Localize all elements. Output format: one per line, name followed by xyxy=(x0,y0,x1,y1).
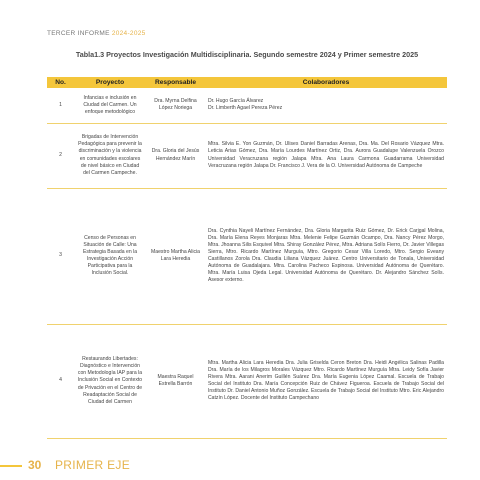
project-collaborators xyxy=(205,123,447,188)
project-responsible: Dra. Gloria del Jesús Hernández Marín xyxy=(146,123,205,188)
table-title: Tabla1.3 Proyectos Investigación Multidisciplinaria. Segundo semestre 2024 y Primer semestre 2025 xyxy=(75,50,419,59)
project-responsible: Maestra Raquel Estrella Barrón xyxy=(146,324,205,438)
table-row xyxy=(47,188,447,324)
project-name: Restaurando Libertades: Diagnóstico e Intervención con Metodología IAP para la Inclusión Social en Contexto de Privación en el Centro de Readaptación Social de Ciudad del Carmen xyxy=(74,324,146,438)
column-header-responsable: Responsable xyxy=(146,77,205,88)
project-responsible: Maestro Martha Alicia Lara Heredia xyxy=(146,188,205,324)
footer-divider xyxy=(0,465,22,467)
project-name: Brigadas de Intervención Pedagógica para prevenir la discriminación y la violencia en comunidades escolares de nivel básico en Ciudad del Carmen Campeche. xyxy=(74,123,146,188)
project-collaborators xyxy=(205,188,447,324)
row-number: 3 xyxy=(47,188,74,324)
project-collaborators xyxy=(205,88,447,123)
collaborator-line: Dr. Hugo García Álvarez xyxy=(208,98,264,105)
row-number: 4 xyxy=(47,324,74,438)
report-header xyxy=(47,30,146,37)
page-number: 30 xyxy=(28,458,42,472)
collaborator-line: Mtra. Silvia E. Yon Guzmán, Dr. Ulises Daniel Barradas Arenas, Dra. Ma. Del Rosario Vázquez Mtra. Leticia Arias Gómez, Dra. María Lourdes Martínez Ortiz, Dra. Aurora Guadalupe Valenzuela Orozco Universidad Veracruzana región Jalapa Mtra. Ana Laura Carmona Guadarrama Universidad Veracruzana región Jalapa Dr. Francisco J. Vera de la O. Universidad Autónoma de Campeche xyxy=(208,141,444,169)
row-number: 2 xyxy=(47,123,74,188)
project-collaborators xyxy=(205,324,447,438)
report-header-title: TERCER INFORME xyxy=(47,30,110,37)
project-name: Infancias e inclusión en Ciudad del Carmen. Un enfoque metodológico xyxy=(74,88,146,123)
project-name: Censo de Personas en Situación de Calle: Una Estrategia Basada en la Investigación Acción Participativa para la Inclusión Social. xyxy=(74,188,146,324)
collaborator-line: Dra. Cynthia Nayeli Martínez Fernández, Dra. Gloria Margarita Ruiz Gómez, Dr. Erick Carjgal Molina, Dra. María Elena Reyes Monjaras Mtra. Melenie Felipe Guzmán Ocampo, Dra. Nancy Pérez Morgo, Mtra. Jhoanna Silis Esquivel Mtra. Shiray González Pérez, Mtra. Adriana Solís Fierro, Dr. Javier Villegas Sierra, Mtro. Ricardo Martínez Murguía, Mtro. Gregorio Cesar Villa Loredo, Mtro. Sergio Eveany Castillanos Zorola Dra. Claudia Liliana Vázquez Juárez. Centro Universitario de Tonala, Universidad Autónoma de Guadalajara. Mtra. Carolina Pacheco Espinosa. Universidad Autónoma de Querétaro. Mtra. María Luisa Ojeda Legal. Universidad Autónoma de Querétaro. Dr. Alejandro Sánchez Solís. Asesor externo. xyxy=(208,227,444,284)
column-header-proyecto: Proyecto xyxy=(74,77,146,88)
column-header-no: No. xyxy=(47,77,74,88)
table-row xyxy=(47,123,447,188)
table-header xyxy=(47,77,447,88)
collaborator-line: Dr. Limberth Agael Pereza Pérez xyxy=(208,105,283,112)
project-responsible: Dra. Myrna Delfina López Noriega xyxy=(146,88,205,123)
table-row xyxy=(47,88,447,123)
column-header-colaboradores: Colaboradores xyxy=(205,77,447,88)
collaborator-line: Mtra. Martha Alicia Lara Heredia Dra. Julia Griselda Ceron Breton Dra. Heidi Angélica Salinas Padilla Dra. María de los Milagros Morales Vázquez Mtro. Ricardo Martínez Murguía Mtra. Leidy Sofía Javier Rivera Mtra. Aarani Anerim Guillén Suárez Dra. María Eugenia López Caamal. Escuela de Trabajo Social del Instituto Dra. María Concepción Ruiz de Chávez Figueroa. Escuela de Trabajo Social del Instituto Dr. Daniel Antonio Muñoz González. Escuela de Trabajo Social del Instituto Mtro. Eric Alejandro Catzín López. Docente del Instituto Campechano xyxy=(208,359,444,402)
section-label: PRIMER EJE xyxy=(55,458,131,472)
row-number: 1 xyxy=(47,88,74,123)
projects-table xyxy=(47,77,447,439)
report-header-year: 2024-2025 xyxy=(111,30,146,37)
table-row xyxy=(47,324,447,438)
